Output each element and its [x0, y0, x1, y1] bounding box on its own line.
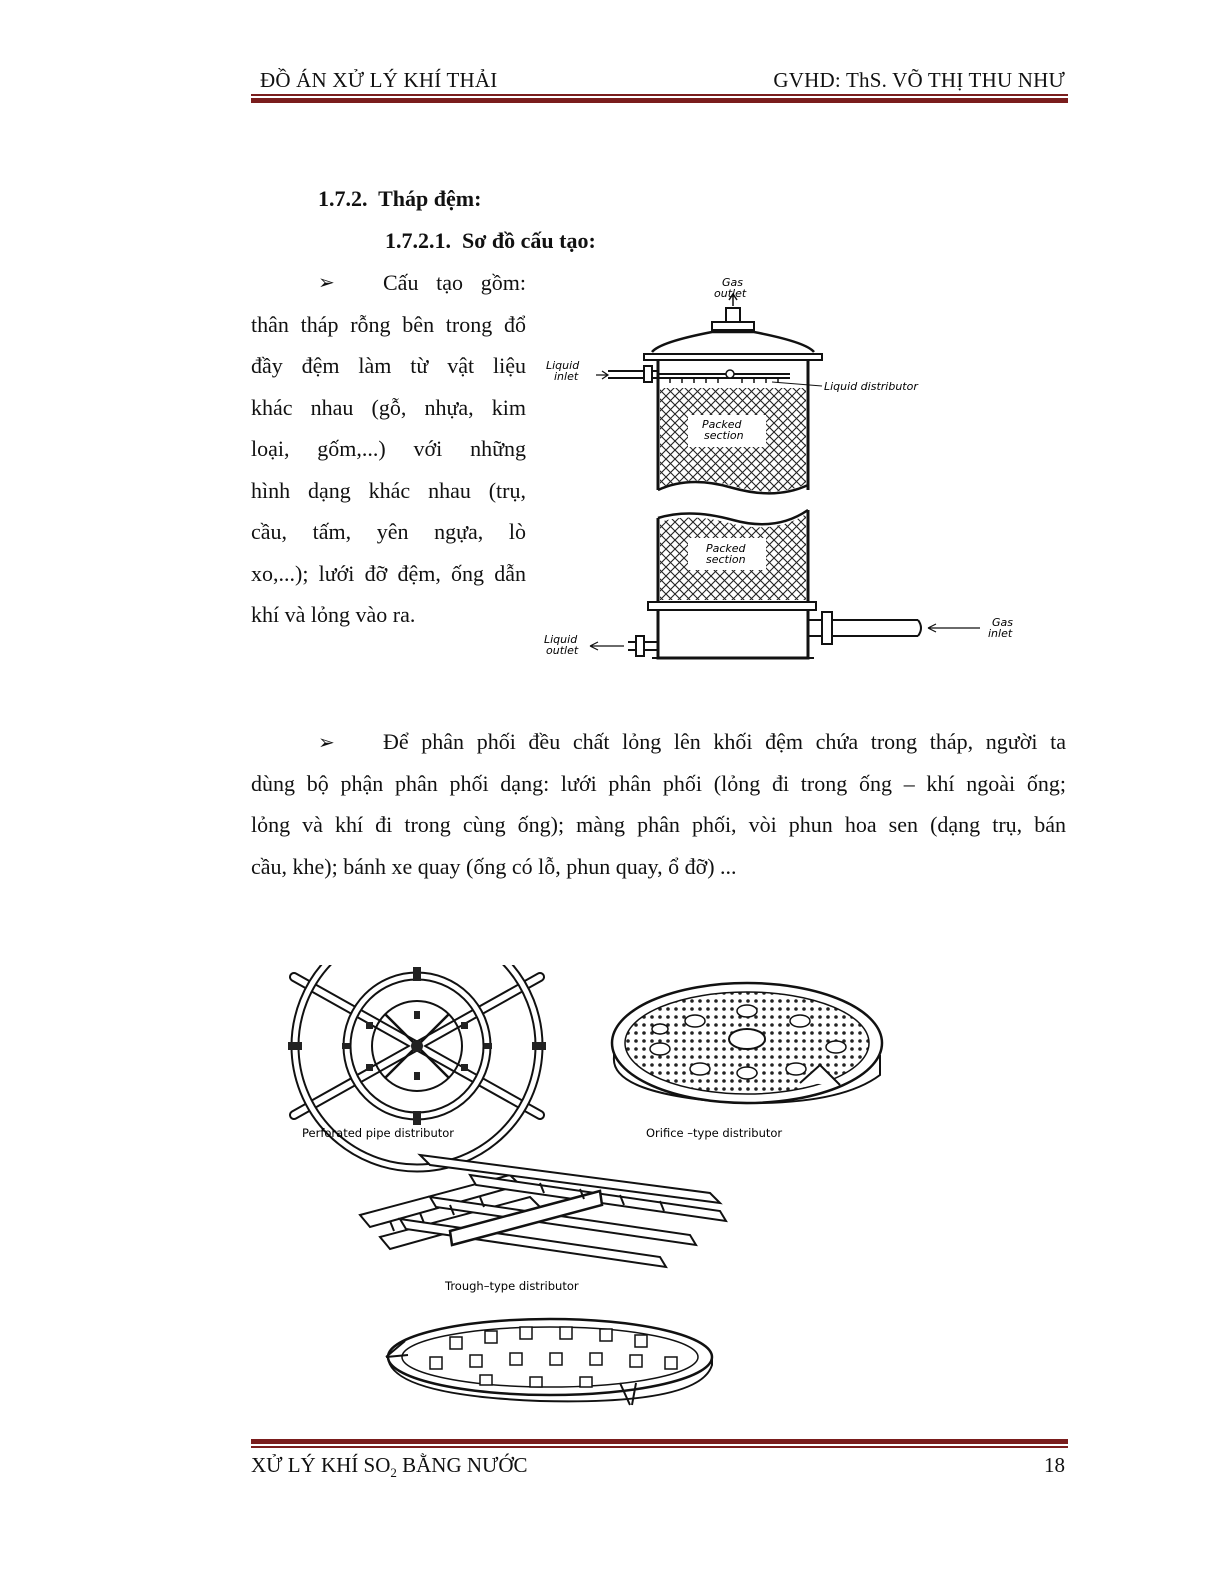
- label-gas-outlet-2: outlet: [714, 287, 747, 300]
- footer-rule-thin: [251, 1446, 1068, 1448]
- paragraph-1-line: cầu, tấm, yên ngựa, lò: [251, 519, 526, 544]
- section-title: Tháp đệm:: [378, 186, 482, 211]
- bullet-2: ➢: [318, 732, 335, 754]
- label-liquid-inlet-2: inlet: [554, 370, 579, 383]
- label-liquid-inlet-1: Liquid: [546, 359, 580, 372]
- paragraph-2-line: dùng bộ phận phân phối dạng: lưới phân phối (lỏng đi trong ống – khí ngoài ống;: [251, 770, 1066, 796]
- packed-tower-diagram: [540, 270, 1040, 680]
- label-packed-section-upper-2: section: [704, 429, 744, 442]
- header-rule-thick: [251, 98, 1068, 103]
- label-packed-section-upper-1: Packed: [702, 418, 742, 431]
- label-packed-section-lower-1: Packed: [706, 542, 746, 555]
- subsection-title: Sơ đồ cấu tạo:: [462, 228, 596, 253]
- bullet-1: ➢: [318, 272, 335, 294]
- paragraph-2-line: Để phân phối đều chất lỏng lên khối đệm chứa trong tháp, người ta: [383, 729, 1066, 754]
- paragraph-1-line: thân tháp rỗng bên trong đổ: [251, 311, 526, 337]
- footer-title: [251, 1453, 528, 1481]
- paragraph-1-line: khí và lỏng vào ra.: [251, 602, 416, 627]
- label-gas-inlet-2: inlet: [988, 627, 1013, 640]
- label-liquid-outlet-2: outlet: [546, 644, 579, 657]
- header-right: GVHD: ThS. VÕ THỊ THU NHƯ: [773, 68, 1065, 92]
- paragraph-1-line: đầy đệm làm từ vật liệu: [251, 353, 526, 378]
- paragraph-1-line: xo,...); lưới đỡ đệm, ống dẫn: [251, 560, 526, 586]
- paragraph-1: [251, 262, 526, 636]
- paragraph-2: [251, 721, 1066, 887]
- subsection-number: 1.7.2.1.: [385, 228, 451, 253]
- footer-title-pre: XỬ LÝ KHÍ SO: [251, 1453, 391, 1477]
- paragraph-1-line: loại, gốm,...) với những: [251, 436, 526, 461]
- header-left: ĐỒ ÁN XỬ LÝ KHÍ THẢI: [260, 68, 498, 92]
- orifice-type-distributor: [612, 983, 882, 1103]
- paragraph-2-line: lỏng và khí đi trong cùng ống); màng phân phối, vòi phun hoa sen (dạng trụ, bán: [251, 812, 1066, 837]
- footer-rule-thick: [251, 1439, 1068, 1444]
- weir-type-distributor: [386, 1319, 712, 1405]
- label-gas-outlet-1: Gas: [722, 276, 743, 289]
- caption-trough: Trough–type distributor: [445, 1279, 579, 1293]
- paragraph-1-line: khác nhau (gỗ, nhựa, kim: [251, 394, 526, 420]
- label-packed-section-lower-2: section: [706, 553, 746, 566]
- paragraph-2-line: cầu, khe); bánh xe quay (ống có lỗ, phun quay, ổ đỡ) ...: [251, 853, 737, 879]
- subsection-heading: [385, 228, 596, 254]
- distributor-illustrations: [280, 965, 900, 1410]
- section-heading: [318, 186, 481, 212]
- paragraph-1-line: Cấu tạo gồm:: [383, 270, 526, 295]
- page-number: 18: [1044, 1453, 1065, 1477]
- caption-orifice: Orifice –type distributor: [646, 1126, 783, 1140]
- footer-title-post: BẰNG NƯỚC: [396, 1453, 528, 1477]
- label-liquid-outlet-1: Liquid: [544, 633, 578, 646]
- label-gas-inlet-1: Gas: [992, 616, 1013, 629]
- section-number: 1.7.2.: [318, 186, 368, 211]
- footer-title-sub: 2: [390, 1465, 397, 1481]
- header-rule-thin: [251, 94, 1068, 96]
- label-liquid-distributor: Liquid distributor: [824, 380, 918, 393]
- paragraph-1-line: hình dạng khác nhau (trụ,: [251, 477, 526, 503]
- caption-perforated: Perforated pipe distributor: [302, 1126, 455, 1140]
